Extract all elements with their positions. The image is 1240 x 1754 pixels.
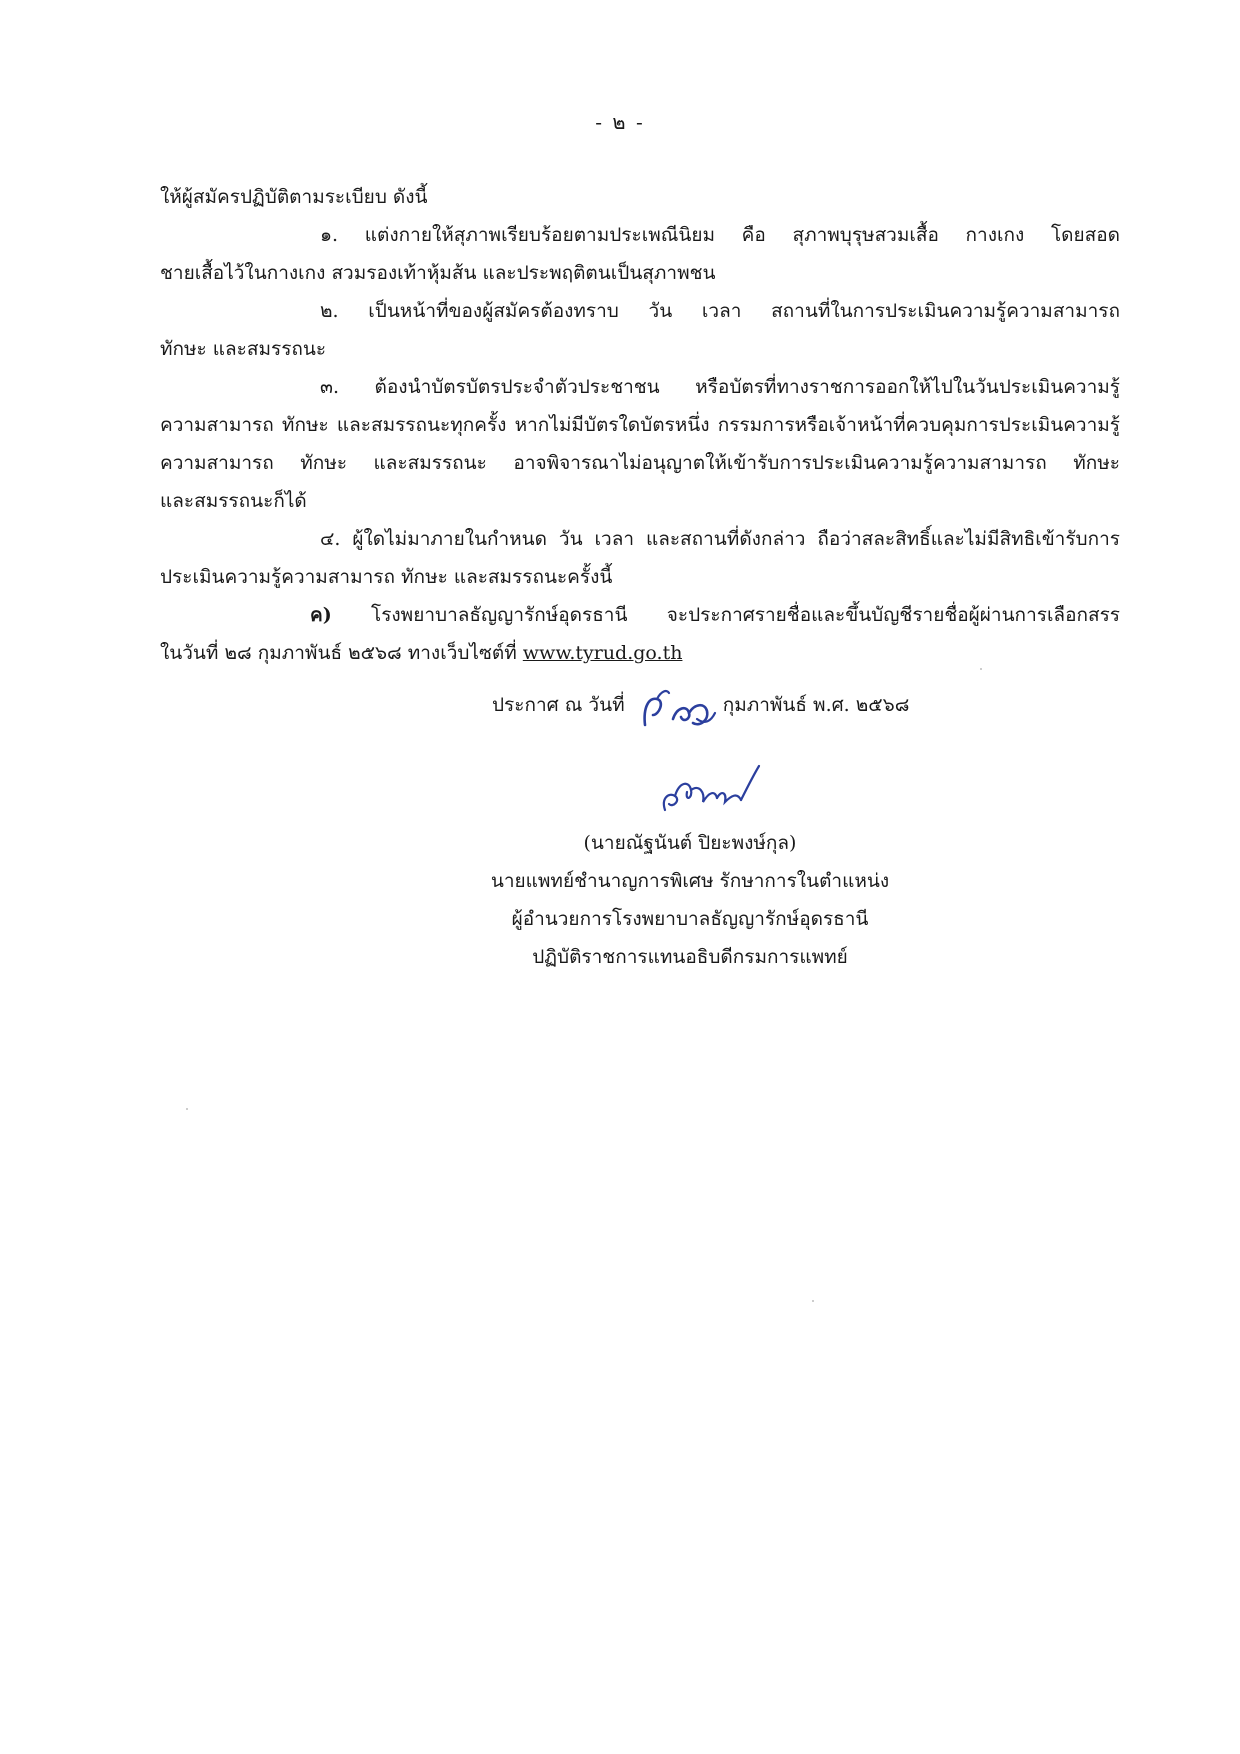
signatory-title-1: นายแพทย์ชำนาญการพิเศษ รักษาการในตำแหน่ง bbox=[490, 870, 890, 892]
item-1-line-1: ๑. แต่งกายให้สุภาพเรียบร้อยตามประเพณีนิยม คือ สุภาพบุรุษสวมเสื้อ กางเกง โดยสอด bbox=[320, 224, 1120, 246]
announcement-line bbox=[492, 690, 909, 720]
item-3-line-2: ความสามารถ ทักษะ และสมรรถนะทุกครั้ง หากไม่มีบัตรใดบัตรหนึ่ง กรรมการหรือเจ้าหน้าที่ควบคุมการประเมินความรู้ bbox=[160, 414, 1120, 436]
intro-line: ให้ผู้สมัครปฏิบัติตามระเบียบ ดังนี้ bbox=[160, 186, 428, 208]
handwritten-day bbox=[637, 685, 721, 741]
item-c-text: โรงพยาบาลธัญญารักษ์อุดรธานี จะประกาศรายชื่อและขึ้นบัญชีรายชื่อผู้ผ่านการเลือกสรร bbox=[331, 604, 1120, 626]
signatory-title-2: ผู้อำนวยการโรงพยาบาลธัญญารักษ์อุดรธานี bbox=[511, 908, 869, 930]
signature-block bbox=[440, 824, 940, 976]
item-c-line-2 bbox=[160, 634, 1120, 672]
handwritten-signature bbox=[655, 762, 765, 822]
signatory-title-3: ปฏิบัติราชการแทนอธิบดีกรมการแพทย์ bbox=[532, 946, 848, 968]
item-2-line-1: ๒. เป็นหน้าที่ของผู้สมัครต้องทราบ วัน เวลา สถานที่ในการประเมินความรู้ความสามารถ bbox=[320, 300, 1120, 322]
page-number: - ๒ - bbox=[595, 110, 645, 134]
item-c-line-1 bbox=[160, 596, 1120, 634]
announcement-prefix: ประกาศ ณ วันที่ bbox=[492, 694, 625, 716]
item-3-line-4: และสมรรถนะก็ได้ bbox=[160, 490, 307, 512]
scan-speck bbox=[186, 1108, 188, 1110]
item-1-line-2: ชายเสื้อไว้ในกางเกง สวมรองเท้าหุ้มส้น และประพฤติตนเป็นสุภาพชน bbox=[160, 262, 716, 284]
scan-speck bbox=[980, 668, 982, 670]
item-c-date-text: ในวันที่ ๒๘ กุมภาพันธ์ ๒๕๖๘ ทางเว็บไซต์ที่ bbox=[160, 642, 523, 664]
item-c-label: ค) bbox=[310, 604, 332, 626]
document-body bbox=[160, 178, 1120, 672]
website-link[interactable]: www.tyrud.go.th bbox=[522, 642, 683, 664]
item-4-line-2: ประเมินความรู้ความสามารถ ทักษะ และสมรรถนะครั้งนี้ bbox=[160, 566, 613, 588]
item-2-line-2: ทักษะ และสมรรถนะ bbox=[160, 338, 327, 360]
signatory-name: (นายณัฐนันต์ ปิยะพงษ์กุล) bbox=[583, 832, 797, 854]
item-3-line-3: ความสามารถ ทักษะ และสมรรถนะ อาจพิจารณาไม่อนุญาตให้เข้ารับการประเมินความรู้ความสามารถ ทักษะ bbox=[160, 452, 1120, 474]
item-4-line-1: ๔. ผู้ใดไม่มาภายในกำหนด วัน เวลา และสถานที่ดังกล่าว ถือว่าสละสิทธิ์และไม่มีสิทธิเข้ารับการ bbox=[320, 528, 1120, 550]
item-3-line-1: ๓. ต้องนำบัตรบัตรประจำตัวประชาชน หรือบัตรที่ทางราชการออกให้ไปในวันประเมินความรู้ bbox=[320, 376, 1120, 398]
announcement-suffix: กุมภาพันธ์ พ.ศ. ๒๕๖๘ bbox=[722, 694, 910, 716]
scan-speck bbox=[812, 1300, 814, 1302]
